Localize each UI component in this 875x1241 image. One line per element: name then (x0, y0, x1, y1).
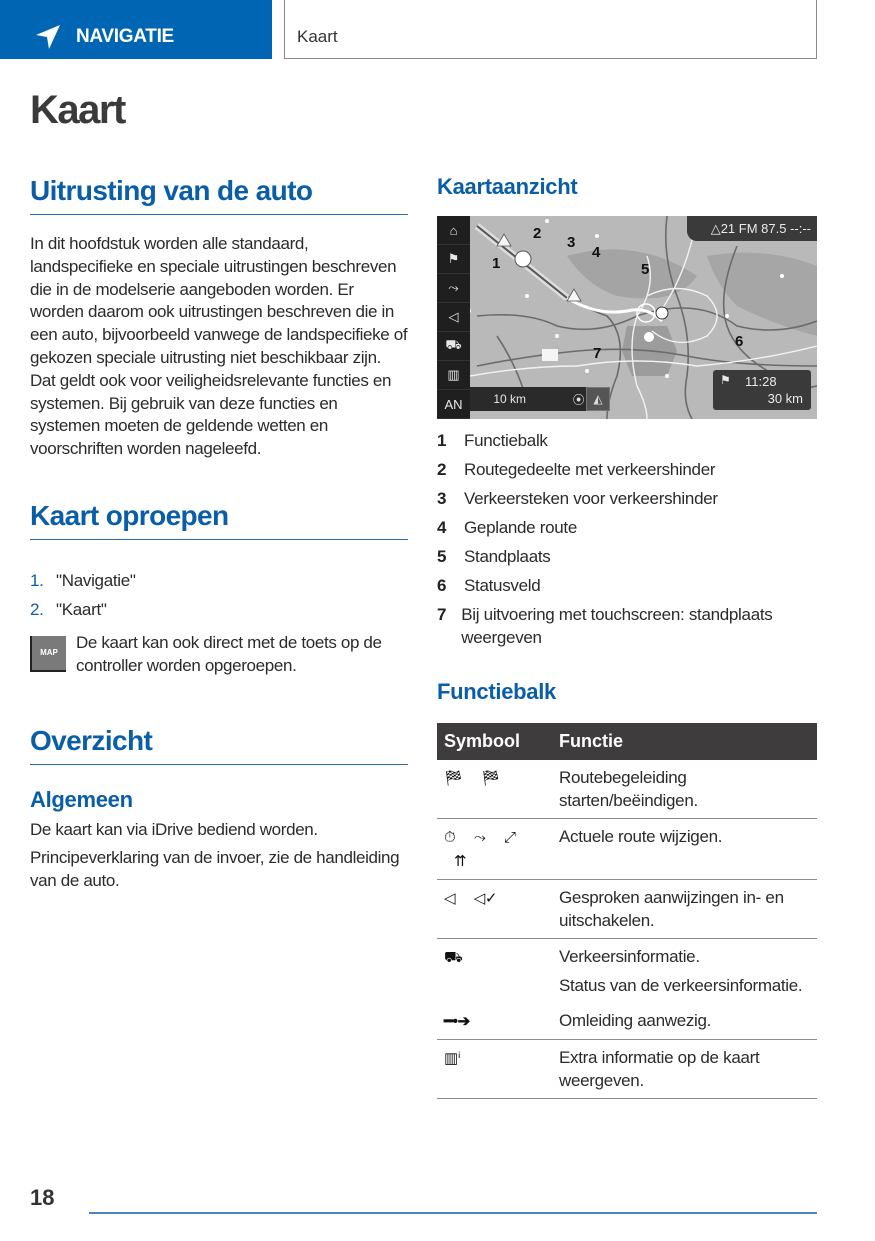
function-bar-heading: Functiebalk (437, 679, 556, 704)
flag-start-icon[interactable]: ⚑ (437, 245, 470, 274)
callout-4: 4 (592, 244, 601, 261)
table-row (437, 1040, 817, 1099)
function-bar (437, 216, 470, 419)
function-text: Extra informatie op de kaart weergeven. (553, 1040, 817, 1099)
step-text: "Navigatie" (56, 570, 136, 590)
map-info-icon[interactable]: ▥ (437, 361, 470, 390)
general-para-2: Principeverklaring van de invoer, zie de handleiding van de auto. (30, 848, 400, 891)
detour-icon: ⤳ (473, 829, 486, 846)
lanes-icon: ⇈ (454, 853, 467, 870)
column-header-function: Functie (553, 723, 817, 760)
function-text: Actuele route wijzigen. (553, 819, 817, 880)
table-row (437, 880, 817, 939)
breadcrumb-label: Kaart (297, 27, 338, 46)
map-view-heading: Kaartaanzicht (437, 174, 578, 199)
map-legend (437, 429, 817, 649)
left-column (30, 172, 408, 893)
general-subheading: Algemeen (30, 786, 133, 812)
map-info-icon: ▥ⁱ (444, 1050, 461, 1067)
legend-item: 6 Statusveld (437, 576, 541, 595)
section-tab[interactable] (0, 0, 272, 59)
callout-5: 5 (641, 261, 650, 278)
stopwatch-icon: ⏱︎ (444, 829, 456, 846)
map-key-icon: MAP (30, 636, 66, 672)
arrival-time: 11:28 (745, 374, 777, 389)
step-number: 1. (30, 570, 44, 590)
equipment-body: In dit hoofdstuk worden alle standaard, landspecifieke en speciale uitrustingen beschreven die in de modelserie aangeboden worden. Er worden daarom ook uitrustingen beschreven die in een auto, bijvoorbeeld vanwege de landspecifieke of gekozen speciale uitrusting niet beschikbaar zijn. Dat geldt ook voor veiligheidsrelevante functies en systemen. Bij gebruik van deze functies en systemen moeten de geldende wetten en voorschriften worden nageleefd. (30, 234, 408, 459)
open-map-steps (30, 566, 408, 624)
function-bar-table (437, 723, 817, 1099)
step-text: "Kaart" (56, 599, 107, 619)
general-para-1: De kaart kan via iDrive bediend worden. (30, 819, 318, 839)
traffic-info-icon: ⛟ (444, 949, 463, 966)
function-text: Verkeersinformatie. (559, 947, 700, 966)
breadcrumb (284, 0, 817, 59)
footer-divider (89, 1212, 817, 1214)
callout-7: 7 (593, 345, 602, 362)
flag-start-icon: 🏁︎ (444, 770, 463, 787)
step-item (30, 595, 408, 624)
speaker-check-icon: ◁✓ (473, 890, 498, 907)
overview-heading: Overzicht (30, 722, 408, 765)
legend-item: 2 Routegedeelte met verkeershinder (437, 460, 716, 479)
step-item (30, 566, 408, 595)
function-text: Routebegeleiding starten/beëindigen. (553, 760, 817, 819)
destination-flag-icon: ⚑ (720, 373, 731, 387)
table-row (437, 1003, 817, 1040)
legend-item: 7 Bij uitvoering met touchscreen: standplaats weergeven (437, 605, 773, 647)
status-field (713, 370, 811, 410)
legend-item: 4 Geplande route (437, 518, 577, 537)
table-row (437, 819, 817, 880)
column-header-symbol: Symbool (437, 723, 553, 760)
function-text: Omleiding aanwezig. (553, 1003, 817, 1040)
legend-item: 3 Verkeersteken voor verkeershinder (437, 489, 718, 508)
detour-active-icon: ━•➔ (444, 1013, 470, 1030)
map-screenshot (437, 216, 817, 419)
section-tab-label: NAVIGATIE (76, 25, 174, 47)
function-subtext: Status van de verkeersinformatie. (559, 976, 803, 995)
map-key-note-text: De kaart kan ook direct met de toets op de controller worden opgeroepen. (76, 632, 382, 675)
callout-6: 6 (735, 333, 744, 350)
home-icon[interactable]: ⌂ (437, 216, 470, 245)
callout-3: 3 (567, 234, 576, 251)
show-position-button[interactable]: ◭ (586, 387, 610, 411)
legend-item: 1 Functiebalk (437, 431, 548, 450)
right-column (437, 172, 817, 1099)
traffic-info-icon[interactable]: ⛟ (437, 332, 470, 361)
detour-icon[interactable]: ⤳ (437, 274, 470, 303)
callout-1: 1 (492, 255, 501, 272)
table-row (437, 939, 817, 1004)
function-text: Gesproken aanwijzingen in- en uitschakelen. (553, 880, 817, 939)
speaker-icon[interactable]: ◁ (437, 303, 470, 332)
page-number: 18 (30, 1185, 55, 1210)
north-icon[interactable]: ⦿ (572, 392, 585, 407)
legend-item: 5 Standplaats (437, 547, 551, 566)
flag-end-icon: 🏁︎ (481, 770, 500, 787)
callout-2: 2 (533, 225, 542, 242)
speaker-icon: ◁ (444, 890, 456, 907)
equipment-heading: Uitrusting van de auto (30, 172, 408, 215)
table-row (437, 760, 817, 819)
compass-label[interactable]: AN (437, 390, 470, 419)
remaining-distance: 30 km (767, 391, 803, 406)
top-status-bar: △21 FM 87.5 --:-- (687, 216, 817, 241)
page-title: Kaart (30, 88, 125, 132)
open-map-heading: Kaart oproepen (30, 497, 408, 540)
scale-value: 10 km (493, 392, 526, 406)
navigation-arrow-icon (34, 23, 62, 51)
step-number: 2. (30, 599, 44, 619)
map-key-note (30, 632, 408, 678)
route-points-icon: ⤢ (503, 829, 516, 846)
